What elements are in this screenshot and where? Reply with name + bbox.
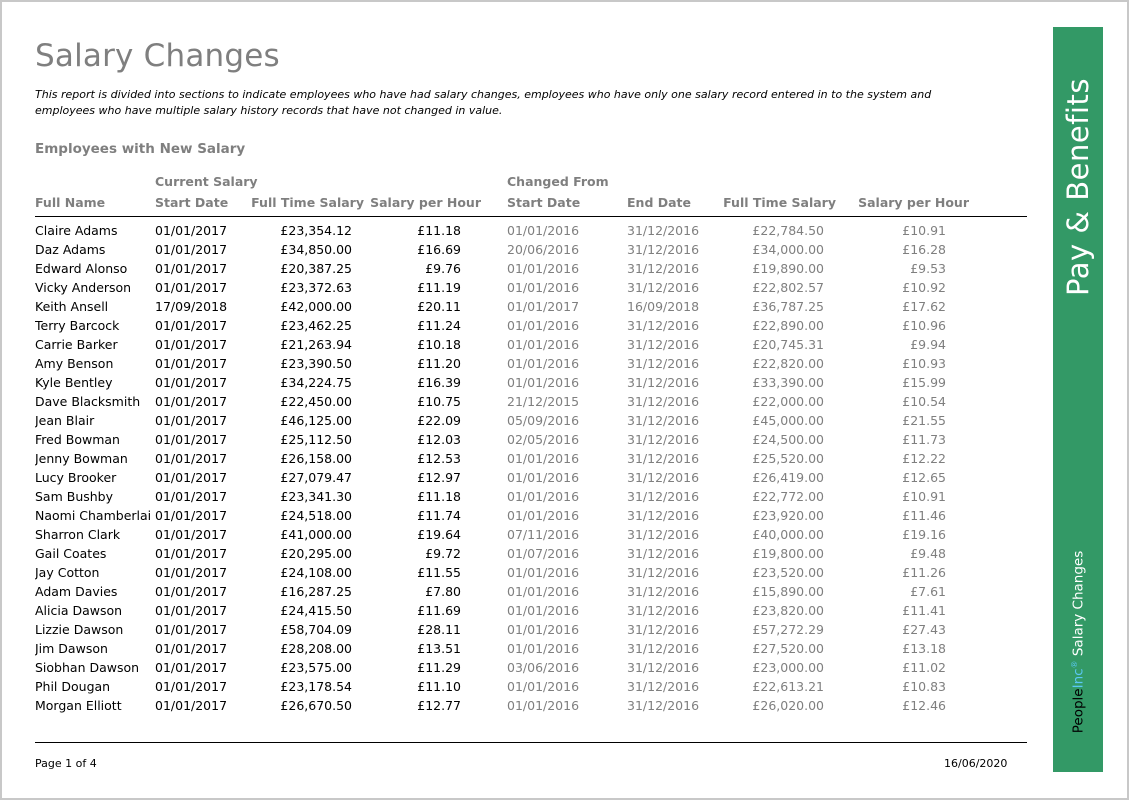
cell-prev-start-date: 07/11/2016: [507, 527, 580, 542]
table-row: [0, 583, 1040, 602]
cell-full-name: Fred Bowman: [35, 432, 120, 447]
table-row: [0, 488, 1040, 507]
cell-prev-start-date: 21/12/2015: [507, 394, 580, 409]
cell-full-name: Adam Davies: [35, 584, 118, 599]
cell-prev-start-date: 01/01/2016: [507, 280, 580, 295]
column-header-start-date: Start Date: [155, 195, 229, 210]
cell-full-time-salary: £20,387.25: [280, 261, 352, 276]
cell-full-time-salary: £25,112.50: [280, 432, 352, 447]
cell-start-date: 01/01/2017: [155, 451, 228, 466]
cell-salary-per-hour: £11.10: [417, 679, 461, 694]
cell-prev-full-time-salary: £23,920.00: [752, 508, 824, 523]
table-row: [0, 222, 1040, 241]
cell-prev-full-time-salary: £36,787.25: [752, 299, 824, 314]
cell-start-date: 01/01/2017: [155, 375, 228, 390]
cell-full-time-salary: £34,224.75: [280, 375, 352, 390]
table-row: [0, 450, 1040, 469]
cell-start-date: 01/01/2017: [155, 413, 228, 428]
cell-start-date: 01/01/2017: [155, 698, 228, 713]
column-header-prev-salary-per-hour: Salary per Hour: [858, 195, 969, 210]
cell-salary-per-hour: £11.29: [417, 660, 461, 675]
cell-full-name: Terry Barcock: [35, 318, 120, 333]
sidebar-heading: Pay & Benefits: [1061, 78, 1095, 296]
cell-start-date: 01/01/2017: [155, 660, 228, 675]
cell-prev-salary-per-hour: £10.54: [902, 394, 946, 409]
cell-full-name: Sam Bushby: [35, 489, 114, 504]
cell-start-date: 01/01/2017: [155, 261, 228, 276]
table-row: [0, 431, 1040, 450]
cell-prev-start-date: 05/09/2016: [507, 413, 580, 428]
table-row: [0, 697, 1040, 716]
cell-prev-full-time-salary: £23,820.00: [752, 603, 824, 618]
cell-prev-full-time-salary: £19,890.00: [752, 261, 824, 276]
cell-prev-salary-per-hour: £19.16: [902, 527, 946, 542]
cell-full-name: Lizzie Dawson: [35, 622, 124, 637]
page-number: Page 1 of 4: [35, 757, 97, 770]
cell-full-name: Naomi Chamberlai: [35, 508, 152, 523]
cell-salary-per-hour: £10.18: [417, 337, 461, 352]
table-row: [0, 640, 1040, 659]
cell-full-time-salary: £24,108.00: [280, 565, 352, 580]
cell-prev-full-time-salary: £22,772.00: [752, 489, 824, 504]
cell-prev-start-date: 02/05/2016: [507, 432, 580, 447]
cell-prev-start-date: 01/01/2016: [507, 470, 580, 485]
cell-full-name: Sharron Clark: [35, 527, 121, 542]
table-row: [0, 469, 1040, 488]
cell-full-time-salary: £26,670.50: [280, 698, 352, 713]
cell-full-name: Claire Adams: [35, 223, 118, 238]
cell-end-date: 31/12/2016: [627, 280, 700, 295]
cell-prev-full-time-salary: £26,419.00: [752, 470, 824, 485]
cell-salary-per-hour: £7.80: [425, 584, 461, 599]
cell-prev-salary-per-hour: £21.55: [902, 413, 946, 428]
cell-salary-per-hour: £16.39: [417, 375, 461, 390]
cell-prev-salary-per-hour: £13.18: [902, 641, 946, 656]
sidebar-report-name: Salary Changes: [1070, 550, 1087, 657]
cell-prev-full-time-salary: £45,000.00: [752, 413, 824, 428]
table-row: [0, 393, 1040, 412]
sidebar-banner: [1053, 27, 1103, 772]
report-title: Salary Changes: [35, 38, 280, 74]
cell-prev-full-time-salary: £27,520.00: [752, 641, 824, 656]
cell-salary-per-hour: £19.64: [417, 527, 461, 542]
brand-registered-mark: ®: [1069, 660, 1079, 669]
cell-prev-salary-per-hour: £11.73: [902, 432, 946, 447]
table-row: [0, 279, 1040, 298]
cell-prev-full-time-salary: £22,000.00: [752, 394, 824, 409]
cell-end-date: 31/12/2016: [627, 584, 700, 599]
cell-prev-salary-per-hour: £10.83: [902, 679, 946, 694]
cell-full-time-salary: £26,158.00: [280, 451, 352, 466]
cell-end-date: 31/12/2016: [627, 261, 700, 276]
cell-start-date: 01/01/2017: [155, 641, 228, 656]
cell-full-time-salary: £23,178.54: [280, 679, 352, 694]
cell-start-date: 01/01/2017: [155, 470, 228, 485]
report-intro: This report is divided into sections to indicate employees who have had salary changes, employees who have only one salary record entered in to the system and employees who have multiple salary history records that have not changed in value.: [35, 88, 932, 117]
cell-start-date: 01/01/2017: [155, 242, 228, 257]
cell-start-date: 01/01/2017: [155, 337, 228, 352]
cell-prev-start-date: 01/01/2016: [507, 356, 580, 371]
cell-prev-full-time-salary: £23,000.00: [752, 660, 824, 675]
cell-prev-salary-per-hour: £7.61: [910, 584, 946, 599]
cell-full-time-salary: £58,704.09: [280, 622, 352, 637]
cell-prev-full-time-salary: £24,500.00: [752, 432, 824, 447]
cell-end-date: 31/12/2016: [627, 318, 700, 333]
cell-full-time-salary: £23,462.25: [280, 318, 352, 333]
cell-full-name: Gail Coates: [35, 546, 107, 561]
cell-prev-salary-per-hour: £12.22: [902, 451, 946, 466]
brand-inc: Inc: [1070, 668, 1087, 689]
column-header-prev-start-date: Start Date: [507, 195, 581, 210]
cell-prev-start-date: 01/01/2016: [507, 508, 580, 523]
cell-full-time-salary: £22,450.00: [280, 394, 352, 409]
cell-end-date: 31/12/2016: [627, 546, 700, 561]
cell-prev-full-time-salary: £33,390.00: [752, 375, 824, 390]
cell-full-time-salary: £24,518.00: [280, 508, 352, 523]
cell-end-date: 31/12/2016: [627, 679, 700, 694]
cell-salary-per-hour: £11.55: [417, 565, 461, 580]
table-row: [0, 317, 1040, 336]
cell-end-date: 31/12/2016: [627, 565, 700, 580]
cell-full-name: Alicia Dawson: [35, 603, 123, 618]
cell-full-time-salary: £23,341.30: [280, 489, 352, 504]
cell-end-date: 31/12/2016: [627, 660, 700, 675]
header-divider: [35, 216, 1027, 217]
cell-salary-per-hour: £11.24: [417, 318, 461, 333]
cell-prev-salary-per-hour: £9.53: [910, 261, 946, 276]
cell-prev-salary-per-hour: £11.02: [902, 660, 946, 675]
cell-full-name: Vicky Anderson: [35, 280, 132, 295]
cell-salary-per-hour: £12.97: [417, 470, 461, 485]
cell-end-date: 31/12/2016: [627, 223, 700, 238]
cell-prev-salary-per-hour: £9.48: [910, 546, 946, 561]
table-row: [0, 298, 1040, 317]
cell-full-name: Morgan Elliott: [35, 698, 122, 713]
cell-prev-start-date: 20/06/2016: [507, 242, 580, 257]
cell-end-date: 31/12/2016: [627, 337, 700, 352]
cell-prev-full-time-salary: £34,000.00: [752, 242, 824, 257]
cell-end-date: 31/12/2016: [627, 603, 700, 618]
cell-full-time-salary: £42,000.00: [280, 299, 352, 314]
cell-prev-start-date: 01/01/2016: [507, 318, 580, 333]
cell-start-date: 01/01/2017: [155, 679, 228, 694]
cell-full-name: Jim Dawson: [35, 641, 108, 656]
cell-end-date: 31/12/2016: [627, 242, 700, 257]
cell-start-date: 01/01/2017: [155, 584, 228, 599]
cell-end-date: 31/12/2016: [627, 413, 700, 428]
cell-end-date: 31/12/2016: [627, 508, 700, 523]
cell-prev-start-date: 01/01/2017: [507, 299, 580, 314]
cell-prev-start-date: 01/01/2016: [507, 698, 580, 713]
cell-salary-per-hour: £11.74: [417, 508, 461, 523]
cell-prev-salary-per-hour: £10.93: [902, 356, 946, 371]
cell-prev-full-time-salary: £40,000.00: [752, 527, 824, 542]
cell-salary-per-hour: £11.19: [417, 280, 461, 295]
cell-prev-start-date: 03/06/2016: [507, 660, 580, 675]
cell-start-date: 01/01/2017: [155, 356, 228, 371]
column-header-salary-per-hour: Salary per Hour: [370, 195, 481, 210]
column-header-end-date: End Date: [627, 195, 692, 210]
cell-prev-salary-per-hour: £15.99: [902, 375, 946, 390]
cell-prev-start-date: 01/01/2016: [507, 603, 580, 618]
cell-salary-per-hour: £12.53: [417, 451, 461, 466]
cell-start-date: 01/01/2017: [155, 280, 228, 295]
table-row: [0, 545, 1040, 564]
report-date: 16/06/2020: [944, 757, 1008, 770]
cell-prev-start-date: 01/07/2016: [507, 546, 580, 561]
cell-prev-start-date: 01/01/2016: [507, 489, 580, 504]
cell-end-date: 16/09/2018: [627, 299, 700, 314]
cell-prev-salary-per-hour: £10.91: [902, 489, 946, 504]
cell-salary-per-hour: £20.11: [417, 299, 461, 314]
salary-table-body: [0, 222, 1040, 716]
cell-prev-full-time-salary: £22,613.21: [752, 679, 824, 694]
column-header-prev-full-time-salary: Full Time Salary: [723, 195, 836, 210]
cell-prev-salary-per-hour: £9.94: [910, 337, 946, 352]
cell-salary-per-hour: £11.69: [417, 603, 461, 618]
cell-prev-start-date: 01/01/2016: [507, 565, 580, 580]
cell-prev-full-time-salary: £57,272.29: [752, 622, 824, 637]
footer-divider: [35, 742, 1027, 743]
cell-full-time-salary: £16,287.25: [280, 584, 352, 599]
cell-prev-full-time-salary: £26,020.00: [752, 698, 824, 713]
cell-salary-per-hour: £12.03: [417, 432, 461, 447]
cell-end-date: 31/12/2016: [627, 527, 700, 542]
table-row: [0, 355, 1040, 374]
cell-end-date: 31/12/2016: [627, 375, 700, 390]
cell-prev-full-time-salary: £25,520.00: [752, 451, 824, 466]
table-row: [0, 374, 1040, 393]
cell-prev-salary-per-hour: £10.92: [902, 280, 946, 295]
table-row: [0, 526, 1040, 545]
cell-end-date: 31/12/2016: [627, 698, 700, 713]
cell-full-time-salary: £27,079.47: [280, 470, 352, 485]
sidebar-brand-line: [1070, 551, 1087, 734]
cell-prev-salary-per-hour: £11.26: [902, 565, 946, 580]
cell-start-date: 01/01/2017: [155, 603, 228, 618]
cell-salary-per-hour: £28.11: [417, 622, 461, 637]
cell-full-name: Jay Cotton: [35, 565, 100, 580]
cell-start-date: 01/01/2017: [155, 508, 228, 523]
cell-start-date: 01/01/2017: [155, 527, 228, 542]
cell-end-date: 31/12/2016: [627, 432, 700, 447]
cell-full-name: Edward Alonso: [35, 261, 128, 276]
cell-start-date: 01/01/2017: [155, 432, 228, 447]
column-header-full-name: Full Name: [35, 195, 106, 210]
table-row: [0, 621, 1040, 640]
table-row: [0, 241, 1040, 260]
group-header-changed-from: Changed From: [507, 174, 609, 189]
cell-full-time-salary: £20,295.00: [280, 546, 352, 561]
cell-salary-per-hour: £10.75: [417, 394, 461, 409]
cell-prev-full-time-salary: £22,784.50: [752, 223, 824, 238]
cell-salary-per-hour: £11.18: [417, 223, 461, 238]
cell-full-time-salary: £34,850.00: [280, 242, 352, 257]
cell-prev-full-time-salary: £20,745.31: [752, 337, 824, 352]
table-row: [0, 678, 1040, 697]
cell-end-date: 31/12/2016: [627, 394, 700, 409]
cell-salary-per-hour: £9.72: [425, 546, 461, 561]
cell-full-time-salary: £21,263.94: [280, 337, 352, 352]
cell-end-date: 31/12/2016: [627, 356, 700, 371]
cell-full-name: Daz Adams: [35, 242, 106, 257]
table-row: [0, 507, 1040, 526]
cell-start-date: 01/01/2017: [155, 489, 228, 504]
cell-start-date: 01/01/2017: [155, 546, 228, 561]
cell-start-date: 01/01/2017: [155, 223, 228, 238]
cell-full-name: Jenny Bowman: [35, 451, 128, 466]
cell-start-date: 01/01/2017: [155, 394, 228, 409]
cell-full-name: Carrie Barker: [35, 337, 118, 352]
cell-prev-start-date: 01/01/2016: [507, 337, 580, 352]
cell-salary-per-hour: £16.69: [417, 242, 461, 257]
cell-full-time-salary: £23,575.00: [280, 660, 352, 675]
section-title: Employees with New Salary: [35, 141, 246, 157]
cell-prev-full-time-salary: £22,820.00: [752, 356, 824, 371]
cell-prev-start-date: 01/01/2016: [507, 375, 580, 390]
cell-end-date: 31/12/2016: [627, 470, 700, 485]
cell-full-name: Siobhan Dawson: [35, 660, 140, 675]
cell-prev-start-date: 01/01/2016: [507, 223, 580, 238]
cell-full-name: Dave Blacksmith: [35, 394, 141, 409]
cell-prev-salary-per-hour: £10.96: [902, 318, 946, 333]
cell-full-time-salary: £28,208.00: [280, 641, 352, 656]
cell-salary-per-hour: £22.09: [417, 413, 461, 428]
cell-prev-full-time-salary: £22,890.00: [752, 318, 824, 333]
cell-prev-salary-per-hour: £12.65: [902, 470, 946, 485]
cell-salary-per-hour: £12.77: [417, 698, 461, 713]
brand-people: People: [1070, 688, 1087, 734]
cell-full-name: Phil Dougan: [35, 679, 111, 694]
cell-full-time-salary: £23,372.63: [280, 280, 352, 295]
cell-start-date: 01/01/2017: [155, 622, 228, 637]
cell-prev-start-date: 01/01/2016: [507, 622, 580, 637]
cell-prev-start-date: 01/01/2016: [507, 584, 580, 599]
cell-prev-salary-per-hour: £11.46: [902, 508, 946, 523]
cell-full-name: Kyle Bentley: [35, 375, 113, 390]
cell-prev-full-time-salary: £15,890.00: [752, 584, 824, 599]
cell-prev-salary-per-hour: £27.43: [902, 622, 946, 637]
cell-prev-start-date: 01/01/2016: [507, 679, 580, 694]
cell-salary-per-hour: £11.18: [417, 489, 461, 504]
cell-prev-full-time-salary: £23,520.00: [752, 565, 824, 580]
cell-full-name: Lucy Brooker: [35, 470, 117, 485]
cell-prev-salary-per-hour: £16.28: [902, 242, 946, 257]
cell-salary-per-hour: £13.51: [417, 641, 461, 656]
cell-end-date: 31/12/2016: [627, 451, 700, 466]
cell-full-time-salary: £46,125.00: [280, 413, 352, 428]
cell-full-name: Amy Benson: [35, 356, 114, 371]
cell-start-date: 01/01/2017: [155, 565, 228, 580]
column-header-full-time-salary: Full Time Salary: [251, 195, 364, 210]
cell-full-time-salary: £24,415.50: [280, 603, 352, 618]
cell-end-date: 31/12/2016: [627, 622, 700, 637]
table-row: [0, 564, 1040, 583]
cell-full-time-salary: £23,390.50: [280, 356, 352, 371]
cell-full-time-salary: £41,000.00: [280, 527, 352, 542]
table-row: [0, 602, 1040, 621]
cell-prev-salary-per-hour: £11.41: [902, 603, 946, 618]
cell-end-date: 31/12/2016: [627, 489, 700, 504]
table-row: [0, 336, 1040, 355]
cell-prev-start-date: 01/01/2016: [507, 641, 580, 656]
table-row: [0, 659, 1040, 678]
table-row: [0, 260, 1040, 279]
cell-prev-full-time-salary: £19,800.00: [752, 546, 824, 561]
cell-full-name: Jean Blair: [35, 413, 95, 428]
cell-salary-per-hour: £11.20: [417, 356, 461, 371]
cell-prev-salary-per-hour: £17.62: [902, 299, 946, 314]
cell-prev-salary-per-hour: £12.46: [902, 698, 946, 713]
cell-salary-per-hour: £9.76: [425, 261, 461, 276]
table-row: [0, 412, 1040, 431]
cell-prev-full-time-salary: £22,802.57: [752, 280, 824, 295]
cell-end-date: 31/12/2016: [627, 641, 700, 656]
cell-full-time-salary: £23,354.12: [280, 223, 352, 238]
group-header-current-salary: Current Salary: [155, 174, 258, 189]
cell-prev-start-date: 01/01/2016: [507, 451, 580, 466]
cell-start-date: 17/09/2018: [155, 299, 228, 314]
cell-prev-salary-per-hour: £10.91: [902, 223, 946, 238]
cell-full-name: Keith Ansell: [35, 299, 109, 314]
cell-start-date: 01/01/2017: [155, 318, 228, 333]
cell-prev-start-date: 01/01/2016: [507, 261, 580, 276]
